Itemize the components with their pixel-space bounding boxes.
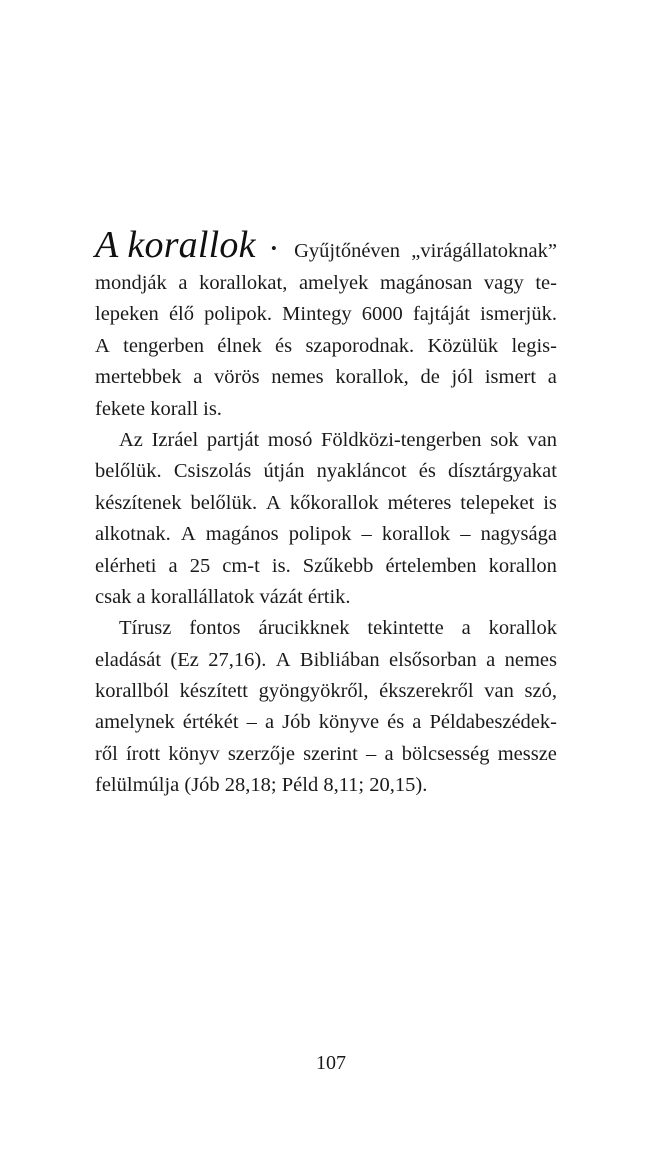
word: a [264,711,275,734]
word: legis- [511,334,557,357]
entry-line [95,456,557,487]
word: és [275,334,293,357]
entry-line [95,519,557,550]
word: partját [206,428,260,451]
word: polipok. [204,303,272,326]
word: szó, [524,680,557,703]
entry-heading: A korallok [95,224,256,266]
bullet-separator: • [270,239,277,258]
word: Jób [282,711,311,734]
word: van [484,680,514,703]
word: Tírusz [119,617,172,640]
word: mosó [267,428,313,451]
word: korallon [488,554,557,577]
word: korallok, [335,366,409,389]
word: A [275,648,291,671]
entry-line [95,551,557,582]
word: dísztárgyakat [448,460,557,483]
word: „virágállatoknak” [411,240,557,262]
word: polipok [288,523,352,546]
word: kőkorallok [289,491,379,514]
word: A [180,523,196,546]
word: A [266,491,281,514]
word: fajtáját [412,303,470,326]
word: élő [168,303,194,326]
word: magánosan [380,272,473,294]
word: tekintette [367,617,444,640]
word: van [527,428,557,451]
word: nemes [271,366,324,389]
word: messze [497,742,557,765]
word: ismert [484,366,537,389]
word: Szűkebb [302,554,374,577]
entry-line [95,739,557,770]
word: nemes [504,648,557,671]
word: szerzője [227,742,295,765]
word: a [412,711,422,734]
word: vörös [214,366,260,389]
word: korallból [95,680,170,703]
word: szerint [303,742,358,765]
entry-line-1 [95,222,557,268]
word: fontos [189,617,241,640]
word: A [95,334,110,357]
word: ről [95,742,118,765]
word: Az [119,428,143,451]
word: amelyek [298,272,369,294]
word: a [193,366,203,389]
word: és [418,460,436,483]
word: értékét [182,711,239,734]
word: telepeket [460,491,535,514]
entry-line [95,425,557,456]
word: is [543,491,557,514]
word: te- [535,272,557,294]
word: a [384,742,394,765]
word: a [486,648,496,671]
word: készített [179,680,248,703]
word: könyve [318,711,380,734]
entry-line [95,488,557,519]
word: Földközi-tengerben [321,428,482,451]
word: (Ez [170,648,199,671]
word: belőlük. [95,460,162,483]
word: a [547,366,557,389]
word: – [460,523,471,546]
line-text: fekete korall is. [95,397,222,420]
word: Bibliában [299,648,380,671]
word: a [178,272,188,294]
entry-line [95,299,557,330]
word: gyöngyökről, [258,680,369,703]
page-number: 107 [316,1052,346,1074]
word: nagysága [480,523,557,546]
word: elérheti [95,554,157,577]
entry-line [95,394,557,425]
word: könyv [168,742,220,765]
word: a [168,554,178,577]
word: korallok [488,617,557,640]
word: – [366,742,377,765]
dictionary-entry [95,222,557,802]
word: írott [125,742,161,765]
word: árucikknek [258,617,350,640]
word: de [420,366,440,389]
word: értelemben [385,554,477,577]
word: 6000 [361,303,403,326]
word: Mintegy [282,303,352,326]
word: bölcsesség [401,742,490,765]
word: élnek [217,334,262,357]
word: mondják [95,272,167,294]
line-text: csak a korallállatok vázát értik. [95,585,351,608]
word: 25 [189,554,211,577]
word: Izráel [151,428,199,451]
word: méteres [387,491,452,514]
word: 27,16). [208,648,267,671]
word: korallokat, [199,272,288,294]
entry-line [95,707,557,738]
word: cm-t [222,554,260,577]
word: nyakláncot [316,460,407,483]
word: elsősorban [389,648,477,671]
word: is. [271,554,291,577]
word: amelynek [95,711,175,734]
entry-line [95,582,557,613]
word: Csiszolás [173,460,252,483]
word: Közülük [427,334,499,357]
word: ékszerekről [379,680,474,703]
word: és [387,711,405,734]
word: jól [451,366,474,389]
word: sok [490,428,519,451]
word: korallok [381,523,451,546]
entry-line [95,676,557,707]
word: szaporodnak. [305,334,415,357]
word: útján [263,460,305,483]
word: ismerjük. [480,303,557,326]
entry-line [95,268,557,299]
entry-line [95,331,557,362]
word: eladását [95,648,162,671]
entry-line [95,613,557,644]
word: tengerben [123,334,204,357]
word: a [461,617,471,640]
word: – [361,523,372,546]
line-text: felülmúlja (Jób 28,18; Péld 8,11; 20,15). [95,774,428,797]
word: – [246,711,257,734]
word: mertebbek [95,366,182,389]
word: Példabeszédek- [429,711,557,734]
entry-line [95,645,557,676]
word: készítenek [95,491,182,514]
entry-line [95,770,557,801]
entry-line [95,362,557,393]
word: belőlük. [190,491,258,514]
word: magános [205,523,279,546]
word: Gyűjtőnéven [294,240,401,262]
word: alkotnak. [95,523,171,546]
word: vagy [483,272,524,294]
word: lepeken [95,303,159,326]
